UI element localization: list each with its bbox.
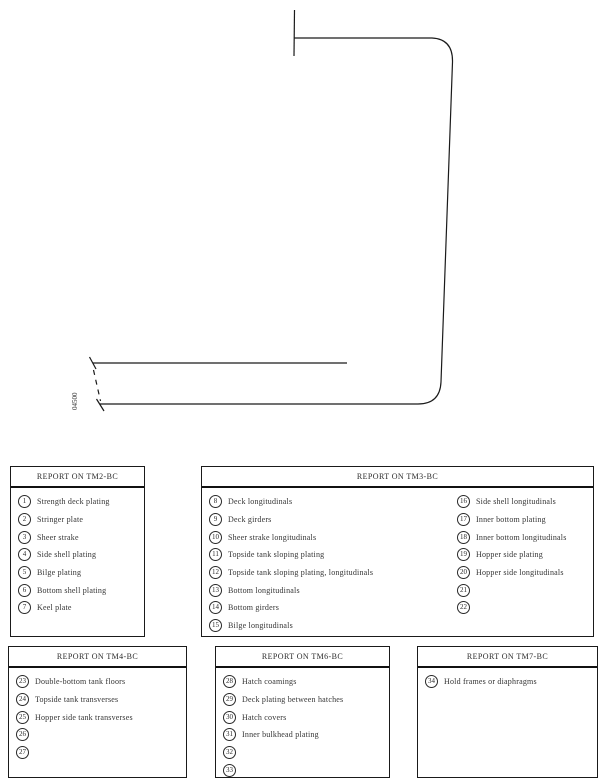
item-number-circle: 7 [18, 601, 31, 614]
table-row [202, 528, 450, 546]
item-number-circle: 6 [18, 584, 31, 597]
item-number-circle: 12 [209, 566, 222, 579]
item-label: Deck girders [228, 515, 272, 525]
table-row [11, 511, 144, 529]
table-row [202, 564, 450, 582]
table-row [11, 599, 144, 617]
table-title: REPORT ON TM2-BC [11, 467, 144, 488]
item-label: Deck plating between hatches [242, 695, 344, 705]
table-row [202, 599, 450, 617]
table-title: REPORT ON TM3-BC [202, 467, 593, 488]
report-table-tm2-bc [10, 466, 145, 637]
item-number-circle: 22 [457, 601, 470, 614]
table-title: REPORT ON TM7-BC [418, 647, 597, 668]
item-label: Hold frames or diaphragms [444, 677, 537, 687]
item-label: Hopper side plating [476, 550, 543, 560]
item-label: Topside tank sloping plating, longitudinals [228, 568, 374, 578]
table-row [450, 493, 593, 511]
table-row [9, 673, 186, 691]
report-table-tm6-bc [215, 646, 390, 778]
table-row [216, 691, 389, 709]
table-row [11, 564, 144, 582]
item-label: Sheer strake longitudinals [228, 532, 317, 542]
item-number-circle: 19 [457, 548, 470, 561]
item-column [9, 668, 186, 761]
table-row [11, 493, 144, 511]
break-line-dashed [94, 370, 101, 401]
item-number-circle: 10 [209, 531, 222, 544]
table-row [450, 599, 593, 617]
item-label: Hatch covers [242, 712, 287, 722]
item-number-circle: 26 [16, 728, 29, 741]
item-number-circle: 32 [223, 746, 236, 759]
table-row [202, 493, 450, 511]
table-row [450, 546, 593, 564]
item-number-circle: 15 [209, 619, 222, 632]
table-row [9, 691, 186, 709]
table-row [216, 673, 389, 691]
table-body [11, 488, 144, 617]
item-number-circle: 1 [18, 495, 31, 508]
table-row [216, 761, 389, 779]
centerline-tick [294, 10, 295, 56]
table-row [202, 546, 450, 564]
item-column [11, 488, 144, 617]
item-label: Side shell longitudinals [476, 497, 556, 507]
table-row [450, 564, 593, 582]
item-number-circle: 11 [209, 548, 222, 561]
table-row [216, 708, 389, 726]
item-number-circle: 8 [209, 495, 222, 508]
item-number-circle: 4 [18, 548, 31, 561]
table-row [202, 511, 450, 529]
item-number-circle: 30 [223, 711, 236, 724]
item-label: Hatch coamings [242, 677, 297, 687]
item-label: Inner bulkhead plating [242, 730, 319, 740]
table-row [202, 617, 450, 635]
table-row [11, 546, 144, 564]
item-number-circle: 20 [457, 566, 470, 579]
table-row [9, 744, 186, 762]
table-row [9, 708, 186, 726]
table-row [418, 673, 597, 691]
item-number-circle: 34 [425, 675, 438, 688]
item-label: Stringer plate [37, 515, 84, 525]
table-row [450, 511, 593, 529]
table-body [202, 488, 593, 635]
report-table-tm4-bc [8, 646, 187, 778]
item-label: Bottom longitudinals [228, 585, 300, 595]
table-row [450, 528, 593, 546]
item-label: Bottom shell plating [37, 585, 107, 595]
item-label: Bilge plating [37, 568, 82, 578]
item-number-circle: 16 [457, 495, 470, 508]
item-column [418, 668, 597, 691]
item-number-circle: 28 [223, 675, 236, 688]
item-number-circle: 2 [18, 513, 31, 526]
item-number-circle: 33 [223, 764, 236, 777]
item-number-circle: 3 [18, 531, 31, 544]
table-row [450, 581, 593, 599]
hull-outline [100, 38, 453, 404]
item-column [216, 668, 389, 779]
item-label: Inner bottom plating [476, 515, 546, 525]
table-row [216, 744, 389, 762]
item-label: Bottom girders [228, 603, 280, 613]
item-number-circle: 29 [223, 693, 236, 706]
table-row [216, 726, 389, 744]
table-body [9, 668, 186, 761]
frame-dimension-label: 04500 [71, 392, 79, 410]
table-row [202, 581, 450, 599]
item-number-circle: 17 [457, 513, 470, 526]
item-number-circle: 27 [16, 746, 29, 759]
item-label: Bilge longitudinals [228, 621, 293, 631]
item-label: Hopper side tank transverses [35, 712, 133, 722]
item-label: Keel plate [37, 603, 72, 613]
table-row [11, 581, 144, 599]
table-body [418, 668, 597, 691]
item-number-circle: 13 [209, 584, 222, 597]
table-title: REPORT ON TM4-BC [9, 647, 186, 668]
report-table-tm7-bc [417, 646, 598, 778]
item-number-circle: 9 [209, 513, 222, 526]
item-label: Inner bottom longitudinals [476, 532, 567, 542]
table-row [11, 528, 144, 546]
item-label: Side shell plating [37, 550, 97, 560]
item-number-circle: 21 [457, 584, 470, 597]
item-label: Hopper side longitudinals [476, 568, 564, 578]
item-number-circle: 5 [18, 566, 31, 579]
item-label: Deck longitudinals [228, 497, 293, 507]
item-label: Topside tank sloping plating [228, 550, 325, 560]
item-number-circle: 31 [223, 728, 236, 741]
item-label: Double-bottom tank floors [35, 677, 126, 687]
table-row [9, 726, 186, 744]
item-label: Topside tank transverses [35, 695, 119, 705]
item-label: Strength deck plating [37, 497, 110, 507]
item-label: Sheer strake [37, 532, 79, 542]
table-title: REPORT ON TM6-BC [216, 647, 389, 668]
table-body [216, 668, 389, 779]
report-table-tm3-bc [201, 466, 594, 637]
item-number-circle: 25 [16, 711, 29, 724]
item-number-circle: 18 [457, 531, 470, 544]
item-number-circle: 14 [209, 601, 222, 614]
item-number-circle: 23 [16, 675, 29, 688]
item-column-right [450, 488, 593, 617]
item-number-circle: 24 [16, 693, 29, 706]
item-column-left [202, 488, 450, 635]
